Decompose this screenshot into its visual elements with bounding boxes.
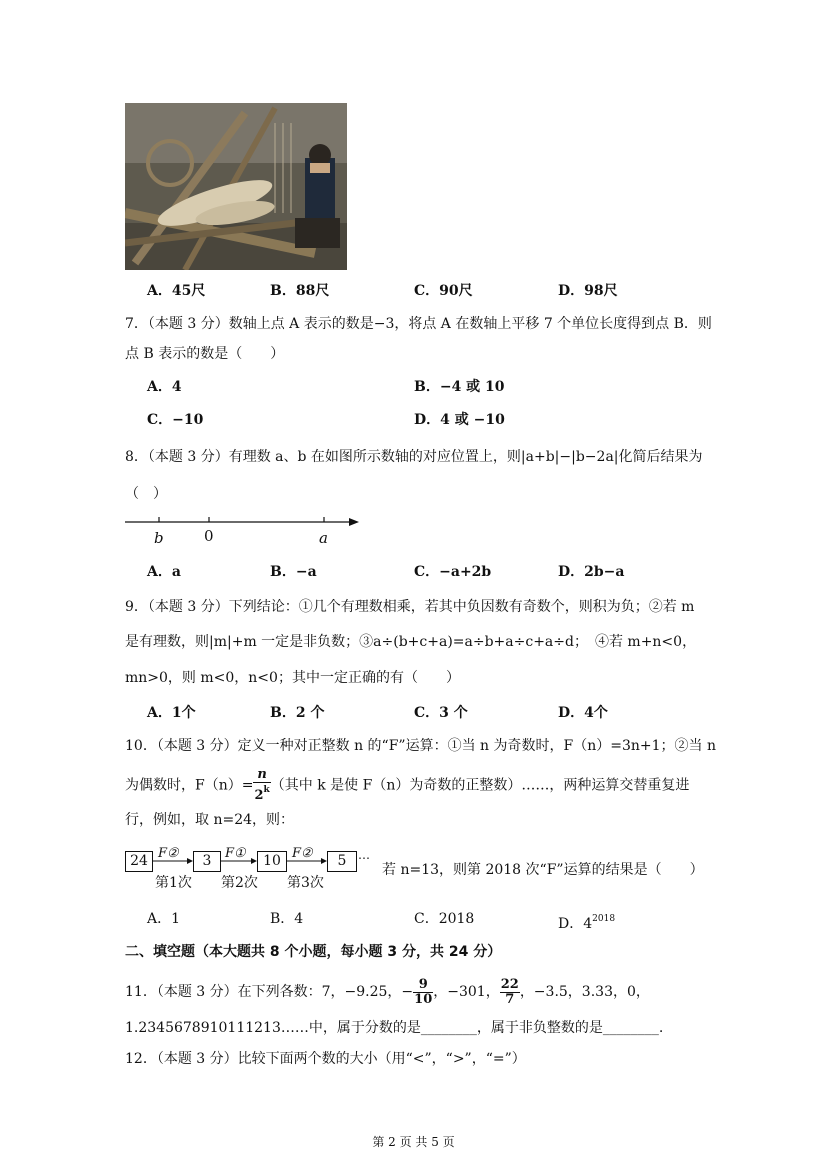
- q10-question: 若 n=13，则第 2018 次“F”运算的结果是（ ）: [382, 862, 704, 878]
- q9-option-c: C．3 个: [414, 705, 468, 721]
- q6-option-a: A．45尺: [147, 283, 206, 299]
- q10-option-a: A．1: [147, 911, 181, 927]
- flow-step-2: 第2次: [221, 875, 258, 891]
- flow-op-2: F①: [225, 846, 246, 861]
- flow-box-4: 5: [327, 851, 357, 872]
- q11-frac2-num: 22: [500, 976, 519, 992]
- q10-option-d-base: D．4: [558, 916, 593, 932]
- q11-frac1-num: 9: [413, 978, 433, 993]
- q10-option-b: B．4: [270, 911, 304, 927]
- q7-stem-line1: 7．（本题 3 分）数轴上点 A 表示的数是−3，将点 A 在数轴上平移 7 个单位长度得到点 B．则: [125, 316, 712, 332]
- q6-option-c: C．90尺: [414, 283, 473, 299]
- q10-fraction: [253, 768, 270, 803]
- q10-option-d-exp: 2018: [592, 914, 616, 924]
- flow-op-3: F②: [292, 846, 313, 861]
- flow-box-3: 10: [257, 851, 287, 872]
- q9-stem-line1: 9．（本题 3 分）下列结论：①几个有理数相乘，若其中负因数有奇数个，则积为负；②若 m: [125, 599, 695, 615]
- q9-stem-line3: mn>0，则 m<0，n<0；其中一定正确的有（ ）: [125, 670, 460, 686]
- q6-option-b: B．88尺: [270, 283, 330, 299]
- q10-frac-den-base: 2: [254, 788, 264, 803]
- q10-stem-line2: [125, 768, 689, 802]
- q8-stem-line2: （ ）: [125, 486, 167, 502]
- q11-frac2-den: 7: [505, 991, 515, 1007]
- axis-label-zero: 0: [204, 527, 214, 545]
- q10-frac-num: n: [253, 768, 270, 783]
- q10-line2-end: （其中 k 是使 F（n）为奇数的正整数）……，两种运算交替重复进: [270, 777, 690, 794]
- q6-option-d: D．98尺: [558, 283, 618, 299]
- flow-op-1: F②: [158, 846, 179, 861]
- q10-frac-den: [253, 783, 270, 803]
- q10-stem-line3: 行，例如，取 n=24，则：: [125, 812, 295, 828]
- loom-photo: [125, 103, 347, 270]
- q11-line1-mid: ，−301，: [433, 984, 500, 1000]
- q9-stem-line2: 是有理数，则|m|+m 一定是非负数；③a÷(b+c+a)=a÷b+a÷c+a÷d； ④若 m+n<0，: [125, 634, 697, 650]
- q11-line1-end: ，−3.5，3.33，0，: [519, 984, 650, 1000]
- q9-option-d: D．4个: [558, 705, 608, 721]
- q11-stem-line1: [125, 974, 650, 1010]
- q11-stem-line2: 1.2345678910111213……中，属于分数的是________，属于非负整数的是________.: [125, 1020, 664, 1036]
- q8-option-c: C．−a+2b: [414, 564, 492, 580]
- q7-option-b: B．−4 或 10: [414, 379, 505, 395]
- q7-option-c: C．−10: [147, 412, 204, 428]
- q11-line1-start: 11．（本题 3 分）在下列各数：7，−9.25，−: [125, 984, 414, 1000]
- q11-fraction-1: [413, 978, 433, 1007]
- q8-stem-line1: 8．（本题 3 分）有理数 a、b 在如图所示数轴的对应位置上，则|a+b|−|b−2a|化简后结果为: [125, 449, 703, 465]
- q11-fraction-2: [500, 978, 520, 1007]
- q7-stem-line2: 点 B 表示的数是（ ）: [125, 346, 285, 362]
- q12-stem-line1: 12．（本题 3 分）比较下面两个数的大小（用“<”，“>”，“=”）: [125, 1051, 526, 1067]
- axis-label-b: b: [154, 529, 164, 547]
- flow-box-1: 24: [125, 851, 153, 872]
- flow-step-3: 第3次: [287, 875, 324, 891]
- q10-option-d: [558, 909, 615, 934]
- flow-box-2: 3: [193, 851, 221, 872]
- flow-ellipsis: …: [358, 848, 370, 862]
- q10-frac-den-exp: k: [263, 785, 270, 795]
- q10-stem-line1: 10．（本题 3 分）定义一种对正整数 n 的“F”运算：①当 n 为奇数时，F（n）=3n+1；②当 n: [125, 738, 716, 754]
- q8-option-d: D．2b−a: [558, 564, 625, 580]
- axis-label-a: a: [319, 529, 328, 547]
- q10-line2-start: 为偶数时，F（n）=: [125, 777, 254, 794]
- q9-option-b: B．2 个: [270, 705, 325, 721]
- q10-option-c: C．2018: [414, 911, 475, 927]
- q8-option-b: B．−a: [270, 564, 317, 580]
- q11-frac1-den: 10: [414, 991, 433, 1007]
- section2-title: 二、填空题（本大题共 8 个小题，每小题 3 分，共 24 分）: [125, 944, 502, 960]
- flow-step-1: 第1次: [155, 875, 192, 891]
- page-footer: 第 2 页 共 5 页: [372, 1135, 455, 1149]
- q9-option-a: A．1个: [147, 705, 196, 721]
- operation-flow: [125, 846, 375, 892]
- q8-option-a: A．a: [147, 564, 181, 580]
- q7-option-d: D．4 或 −10: [414, 412, 505, 428]
- q7-option-a: A．4: [147, 379, 182, 395]
